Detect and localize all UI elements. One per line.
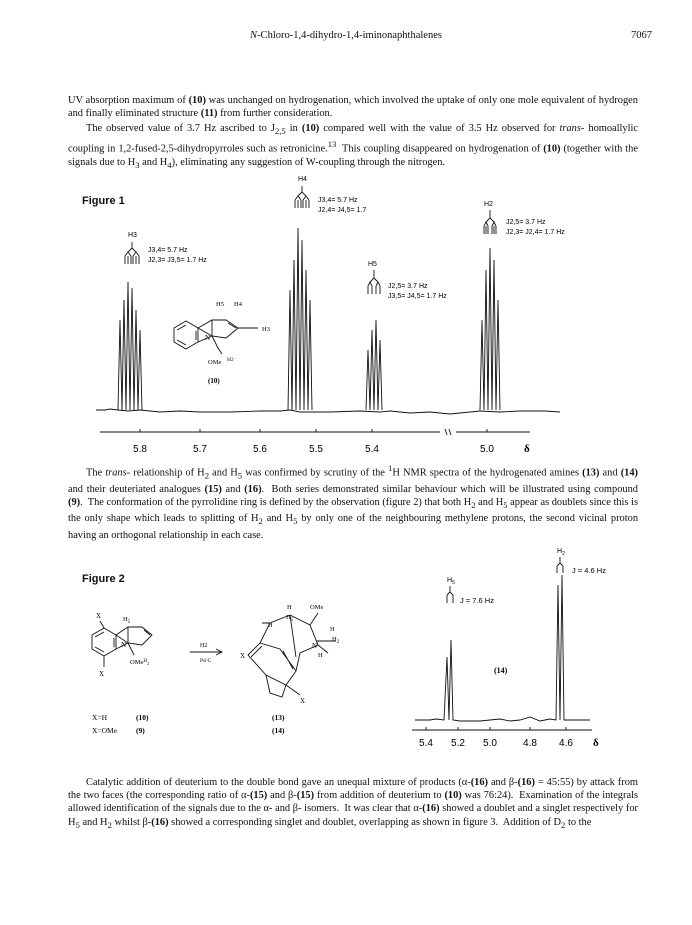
svg-text:H: H (287, 604, 292, 611)
f1-h4-name: H4 (298, 176, 307, 183)
f2-cap-14: (14) (272, 726, 285, 735)
f1-h3-name: H3 (128, 232, 137, 239)
f1-baseline (96, 409, 560, 414)
s10-h2: H2 (227, 357, 234, 363)
svg-text:N: N (312, 642, 318, 650)
f2-cap-10: (10) (136, 713, 149, 722)
s10-ome: OMe (208, 359, 222, 366)
f1-peak-h5 (366, 320, 382, 410)
f1-h4-c2: J2,4= J4,5= 1.7 (318, 207, 367, 214)
f1-axis (100, 429, 530, 455)
figure-2-label: Figure 2 (82, 573, 125, 585)
svg-text:OMe: OMe (310, 604, 324, 611)
svg-text:X: X (96, 612, 102, 620)
f1-peak-h3 (118, 282, 142, 410)
f2-structure-right (240, 604, 340, 705)
title-rest: -Chloro-1,4-dihydro-1,4-iminonaphthalenes (257, 30, 442, 41)
paragraph-1 (68, 94, 638, 120)
figure-1-label: Figure 1 (82, 195, 125, 207)
s10-h4: H4 (234, 301, 242, 308)
f2-reagent-h2: H2 (200, 643, 208, 649)
running-title (0, 30, 692, 41)
f1-tick-54: 5.4 (365, 444, 379, 455)
f2-cap-9: (9) (136, 726, 145, 735)
figure-1-spectrum (0, 170, 692, 460)
f2-tick-54: 5.4 (419, 738, 433, 749)
f1-tick-55: 5.5 (309, 444, 323, 455)
svg-text:H: H (268, 622, 273, 629)
f2-h2-label: $H_2$ (557, 548, 565, 557)
f2-cap-13: (13) (272, 713, 285, 722)
f1-label-h4 (295, 176, 366, 214)
f2-tick-50: 5.0 (483, 738, 497, 749)
f2-h2-coupling: J = 4.6 Hz (572, 566, 606, 575)
f1-h3-c1: J3,4= 5.7 Hz (148, 247, 188, 254)
f2-left-caption (92, 713, 149, 735)
f2-tick-48: 4.8 (523, 738, 537, 749)
f1-compound-label: (10) (208, 377, 220, 385)
f2-reaction-arrow (190, 643, 222, 664)
p1-text: UV absorption maximum of (10) was unchanged on hydrogenation, which involved the uptake of only one mole equivalent of hydrogen and finally eliminated structure (11) from further consideration. (68, 95, 638, 120)
figure-2 (0, 545, 692, 770)
f1-label-h2 (484, 201, 565, 236)
paragraph-3: The trans- relationship of $H_2$ and $H_5$ was confirmed by scrutiny of the $^1$H NMR spectra of the hydrogenated amines (13) and (14) and their deuteriated analogues (15) and (16). Both series demonstrated similar behaviour which will be illustrated using compound (9). The conformation of the pyrrolidine ring is defined by the observation (figure 2) that both $H_2$ and $H_5$ appear as doublets since this is the only shape which leads to splitting of $H_2$ and $H_5$ by only one of the neighbouring methylene protons, the second vicinal proton having an orthogonal relationship in each case. (68, 463, 639, 541)
f2-spectrum (415, 548, 606, 721)
f1-h5-name: H5 (368, 261, 377, 268)
f1-tick-57: 5.7 (193, 444, 207, 455)
f1-h3-c2: J2,3= J3,5= 1.7 Hz (148, 257, 207, 264)
paragraph-2: The observed value of 3.7 Hz ascribed to $J_{2,5}$ in (10) compared well with the value of 3.5 Hz observed for trans- homoallylic coupling in 1,2-fused-2,5-dihydropyrroles such as retronicine.$^{13}$ This coupling disappeared on hydrogenation of (10) (together with the signals due to $H_3$ and $H_4$), eliminating any suggestion of W-coupling through the nitrogen. (68, 123, 639, 171)
svg-text:N: N (121, 641, 127, 649)
f1-h5-c2: J3,5= J4,5= 1.7 Hz (388, 293, 447, 300)
s10-n: N (205, 334, 211, 342)
f1-structure-10 (174, 301, 270, 385)
f2-cap-xh: X=H (92, 713, 108, 722)
f1-h4-c1: J3,4= 5.7 Hz (318, 197, 358, 204)
f2-structure-left (92, 612, 152, 678)
s10-h5: H5 (216, 301, 224, 308)
f2-cap-xome: X=OMe (92, 726, 118, 735)
f1-peak-h4 (288, 228, 312, 410)
svg-text:H5: $H_5$ (286, 614, 294, 623)
f1-h5-c1: J2,5= 3.7 Hz (388, 283, 428, 290)
paragraph-4: Catalytic addition of deuterium to the double bond gave an unequal mixture of products (α-(16) and β-(16) = 45:55) by attack from the two faces (the corresponding ratio of α-(15) and β-(15) from addition of deuterium to (10) was 76:24). Examination of the integrals allowed identification of the signals due to the α- and β- isomers. It was clear that α-(16) showed a doublet and a singlet respectively for $H_5$ and $H_2$ whilst β-(16) showed a corresponding singlet and doublet, overlapping as shown in figure 3. Addition of $D_2$ to the (68, 777, 639, 830)
f1-tick-56: 5.6 (253, 444, 267, 455)
page-number: 7067 (631, 30, 652, 41)
f1-axis-unit: δ (524, 443, 530, 455)
f1-tick-50: 5.0 (480, 444, 494, 455)
f2-h5-coupling: J = 7.6 Hz (460, 596, 494, 605)
title-italic: N (250, 30, 258, 41)
f1-peak-h2 (480, 248, 500, 410)
f2-h5-label: $H_5$ (447, 577, 455, 586)
f1-tick-58: 5.8 (133, 444, 147, 455)
f1-h2-c2: J2,3= J2,4= 1.7 Hz (506, 229, 565, 236)
svg-text:X: X (240, 652, 246, 660)
f2-axis (412, 727, 599, 749)
svg-text:OMeH2: OMe$^H_2$ (130, 659, 149, 666)
f1-label-h5 (368, 261, 447, 300)
f1-h2-name: H2 (484, 201, 493, 208)
s10-h3: H3 (262, 326, 270, 333)
f2-right-caption (272, 713, 285, 735)
f1-label-h3 (125, 232, 207, 264)
f2-tick-52: 5.2 (451, 738, 465, 749)
svg-text:H2: $H_2$ (332, 636, 340, 645)
f2-axis-unit: δ (593, 737, 599, 749)
svg-text:X: X (99, 670, 105, 678)
f2-tick-46: 4.6 (559, 738, 573, 749)
svg-text:H: H (330, 626, 335, 633)
f2-spectrum-compound: (14) (494, 666, 508, 675)
svg-text:H5: $H_5$ (123, 616, 131, 625)
svg-text:H: H (318, 652, 323, 659)
f1-h2-c1: J2,5= 3.7 Hz (506, 219, 546, 226)
f2-reagent-pdc: Pd-C (200, 658, 212, 664)
svg-text:X: X (300, 697, 306, 705)
